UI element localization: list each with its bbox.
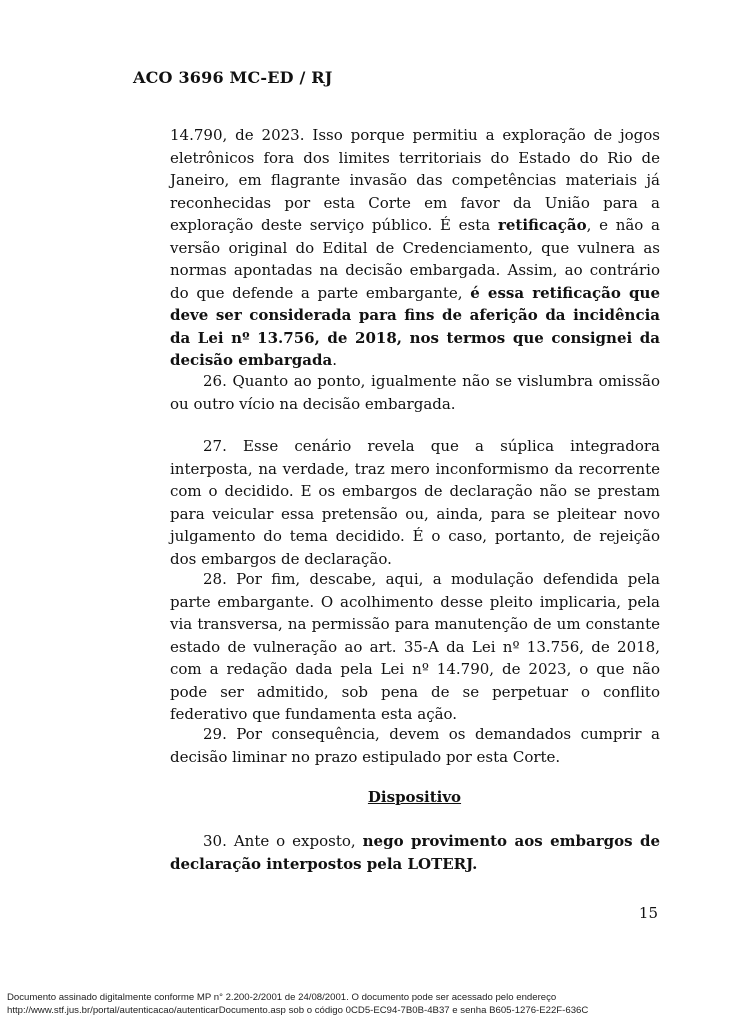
- text-span: , e não a versão original do Edital de Credenciamento, que vulnera as normas apontadas na decisão embargada. Assim, ao contrário do que defende a parte embargante,: [170, 216, 660, 302]
- case-reference-header: ACO 3696 MC-ED / RJ: [133, 68, 333, 87]
- page-number: 15: [638, 904, 658, 922]
- paragraph-28: 28. Por fim, descabe, aqui, a modulação defendida pela parte embargante. O acolhimento desse pleito implicaria, pela via transversa, na permissão para manutenção de um constante estado de vulneração ao art. 35-A da Lei nº 13.756, de 2018, com a redação dada pela Lei nº 14.790, de 2023, o que não pode ser admitido, sob pena de se perpetuar o conflito federativo que fundamenta esta ação.: [170, 570, 660, 723]
- section-title: [0, 788, 729, 806]
- text-span: 14.790, de 2023. Isso porque permitiu a exploração de jogos eletrônicos fora dos limites territoriais do Estado do Rio de Janeiro, em flagrante invasão das competências materiais já reconhecidas por esta Corte em favor da União para a exploração deste serviço público. É esta: [170, 126, 660, 234]
- paragraph-continuation: [170, 124, 660, 372]
- bold-span: nego provimento aos embargos de declaração interpostos pela LOTERJ.: [170, 832, 660, 873]
- text-span: 30. Ante o exposto,: [203, 832, 363, 850]
- bold-span: é essa retificação que deve ser considerada para fins de aferição da incidência da Lei nº 13.756, de 2018, nos termos que consignei da decisão embargada: [170, 283, 660, 369]
- text-span: .: [332, 351, 337, 369]
- digital-signature-footer: [7, 992, 722, 1017]
- paragraph-29: 29. Por consequência, devem os demandados cumprir a decisão liminar no prazo estipulado por esta Corte.: [170, 725, 660, 766]
- paragraph-30: [170, 830, 660, 875]
- section-title-text: Dispositivo: [367, 788, 462, 806]
- paragraph-26: 26. Quanto ao ponto, igualmente não se vislumbra omissão ou outro vício na decisão embargada.: [170, 372, 660, 413]
- footer-line-1: Documento assinado digitalmente conforme MP n° 2.200-2/2001 de 24/08/2001. O documento pode ser acessado pelo endereço: [7, 992, 557, 1003]
- bold-span: retificação: [497, 216, 587, 234]
- footer-line-2: http://www.stf.jus.br/portal/autenticacao/autenticarDocumento.asp sob o código 0CD5-EC94-7B0B-4B37 e senha B605-1276-E22F-636C: [7, 1004, 589, 1016]
- paragraph-27: 27. Esse cenário revela que a súplica integradora interposta, na verdade, traz mero inconformismo da recorrente com o decidido. E os embargos de declaração não se prestam para veicular essa pretensão ou, ainda, para se pleitear novo julgamento do tema decidido. É o caso, portanto, de rejeição dos embargos de declaração.: [170, 437, 660, 568]
